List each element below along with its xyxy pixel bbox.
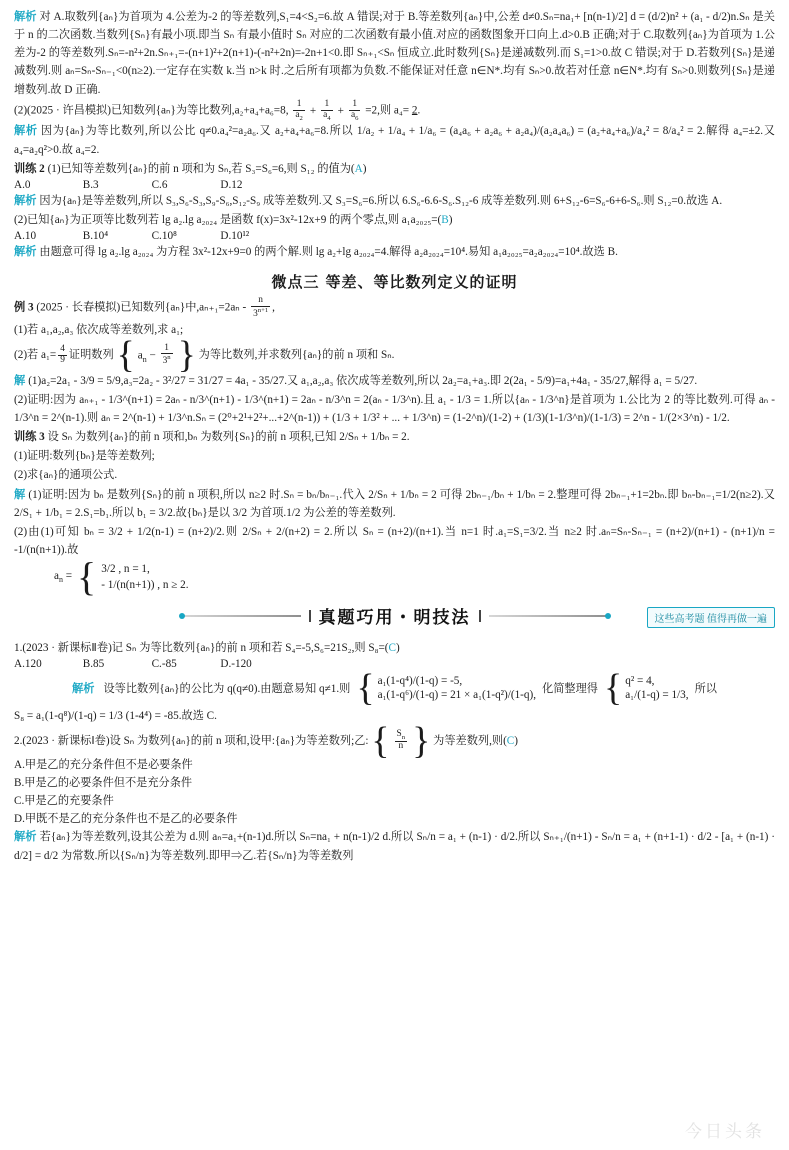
gaokao-1-answer: C <box>388 642 396 655</box>
gaokao-1-stem <box>14 639 775 657</box>
gaokao-1-tail: 所以 <box>694 683 717 696</box>
paren: ) <box>395 642 400 655</box>
example-3-q1: (1)若 a₁,a₂,a₃ 依次成等差数列,求 a₁; <box>14 324 184 337</box>
banner-title: 真题巧用・明技法 <box>318 608 471 628</box>
option-d[interactable]: D.-120 <box>220 658 252 671</box>
piecewise-row-2: - 1/(n(n+1)) , n ≥ 2. <box>101 579 189 592</box>
analysis-label-2: 解析 <box>14 125 38 138</box>
example-3-q2-pre: (2)若 a₁= <box>14 349 57 362</box>
analysis-label-3: 解析 <box>14 194 37 207</box>
example-3-fraction: $\frac{n}{3^{n+1}}$ <box>253 295 269 320</box>
training-3-solution-2 <box>14 523 775 559</box>
question-2-fraction-sum: $\frac{1}{a_2}$ + $\frac{1}{a_4}$ + $\frac{1}{a_6}$ <box>295 98 359 122</box>
training-2-q1-answer: A <box>354 162 363 175</box>
banner-bar-left <box>181 615 301 617</box>
system-2-row-2: a₁/(1-q) = 1/3, <box>625 689 689 702</box>
system-2-row-1: q² = 4, <box>625 675 655 688</box>
gaokao-2-stem <box>14 719 775 762</box>
analysis-label-4: 解析 <box>14 246 37 259</box>
gaokao-2-text-tail: 为等差数列,则( <box>433 734 507 747</box>
piecewise-row-1: 3/2 , n = 1, <box>101 563 150 576</box>
option-a[interactable]: A.10 <box>14 230 37 243</box>
analysis-text-4: 由题意可得 lg a₂.lg a₂₀₂₄ 为方程 3x²-12x+9=0 的两个解.则 lg a₂+lg a₂₀₂₄=4.解得 a₂a₂₀₂₄=10⁴.易知 a₁a₂₀₂₅=a₂a₂₀₂₄=10⁴.故选 B. <box>39 246 618 259</box>
training-2-label: 训练 2 <box>14 162 45 175</box>
gaokao-1-mid: 化简整理得 <box>542 683 598 696</box>
analysis-text-2: 因为{aₙ}为等比数列,所以公比 q≠0.a₄²=a₂a₆.又 a₂+a₄+a₆=8.所以 1/a₂ + 1/a₄ + 1/a₆ = (a₄a₆ + a₂a₆ + a₂a₄)/(a₂a₄a₆) = (a₂+a₄+a₆)/a₄² = 8/a₄² = 2.解得 a₄=±2.又 a₄=a₂q²>0.故 a₄=2. <box>14 125 775 156</box>
solution-text-2: (2)证明:因为 aₙ₊₁ - 1/3^(n+1) = 2aₙ - n/3^(n+1) - 1/3^(n+1) = 2aₙ - n/3^n = 2(aₙ - 1/3^n).且 a₁ - 1/3 = 1.所以{aₙ - 1/3^n}是首项为 1.公比为 2 的等比数列.可得 aₙ - 1/3^n = 2^(n-1).则 aₙ = 2^(n-1) + 1/3^n.Sₙ = (2⁰+2¹+2²+...+2^(n-1)) + (1/3 + 1/3² + ... + 1/3^n) = (1-2^n)/(1-2) + (1/3)(1-1/3^n)/(1-1/3) = 2^n - 1/(2×3^n) - 1/2. <box>14 393 775 424</box>
gaokao-2-option-c[interactable]: C.甲是乙的充要条件 <box>14 794 114 807</box>
analysis-paragraph-1 <box>14 8 775 99</box>
question-2-period: . <box>417 104 421 117</box>
question-2 <box>14 100 775 122</box>
watermark: 今日头条 <box>685 1122 765 1141</box>
gaokao-2-option-b[interactable]: B.甲是乙的必要条件但不是充分条件 <box>14 776 193 789</box>
training-3-text: 设 Sₙ 为数列{aₙ}的前 n 项和,bₙ 为数列{Sₙ}的前 n 项积,已知 2/Sₙ + 1/bₙ = 2. <box>47 431 410 444</box>
training-3-q2: (2)求{aₙ}的通项公式. <box>14 469 118 482</box>
training-2-analysis-1 <box>14 192 775 210</box>
training-2-question-2 <box>14 211 775 229</box>
training-3-q1: (1)证明:数列{bₙ}是等差数列; <box>14 450 155 463</box>
analysis-text: 对 A.取数列{aₙ}为首项为 4.公差为-2 的等差数列,S₁=4<S₂=6.故 A 错误;对于 B.等差数列{aₙ}中,公差 d≠0.Sₙ=na₁+ [n(n-1)/2] d = (d/2)n² + (a₁ - d/2)n.Sₙ 是关于 n 的二次函数.当数列{Sₙ}有最小项.即当 Sₙ 有最小值时 Sₙ 对应的二次函数有最小值.对应的函数图象开口向上.d>0.B 正确;对于 C.取数列{aₙ}为首项为 1.公差为-2 的等差数列.Sₙ=-n²+2n.Sₙ₊₁=-(n+1)²+2(n+1)-(-n²+2n)=-2n+1<0.即 Sₙ₊₁<Sₙ 恒成立.此时数列{Sₙ}是递减数列.而 S₁=1>0.故 C 错误;对于 D.若数列{Sₙ}是递减数列.则 aₙ=Sₙ-Sₙ₋₁<0(n≥2).一定存在实数 k.当 n>k 时.之后所有项都为负数.不能保证对任意 n∈N*.均有 Sₙ>0.故若对任意 n∈N*.均有 Sₙ>0.则数列{Sₙ}是递增数列.故 D 正确. <box>14 11 775 96</box>
paren: ) <box>514 734 518 747</box>
example-3-q2-set: { $a_n$ − $\frac{1}{3^n}$ } <box>116 334 196 377</box>
training-3-stem <box>14 428 775 446</box>
option-d[interactable]: D.10¹² <box>220 230 250 243</box>
option-c[interactable]: C.6 <box>151 178 168 191</box>
question-2-stem: (2)(2025 · 许昌模拟)已知数列{aₙ}为等比数列,a₂+a₄+a₆=8, <box>14 104 289 117</box>
analysis-text-5: 设等比数列{aₙ}的公比为 q(q≠0).由题意易知 q≠1.则 <box>103 683 351 696</box>
comma: , <box>272 301 275 314</box>
gaokao-2-analysis <box>14 828 775 864</box>
fraction-4-9: $\frac{4}{9}$ <box>60 344 65 366</box>
analysis-label: 解析 <box>14 11 37 23</box>
gaokao-1-system-1: { a₁(1-q⁴)/(1-q) = -5, a₁(1-q⁶)/(1-q) = 21 × a₁(1-q²)/(1-q), <box>356 667 537 710</box>
option-b[interactable]: B.3 <box>82 178 99 191</box>
solution-label-2: 解 <box>14 488 26 501</box>
option-c[interactable]: C.10⁸ <box>151 230 177 243</box>
section-name: 等差、等比数列定义的证明 <box>325 275 518 292</box>
option-a[interactable]: A.0 <box>14 178 31 191</box>
gaokao-1-text: 1.(2023 · 新课标Ⅱ卷)记 Sₙ 为等比数列{aₙ}的前 n 项和若 S₄=-5,S₆=21S₂,则 S₈=( <box>14 642 389 655</box>
option-b[interactable]: B.10⁴ <box>82 230 109 243</box>
training-2-q2-answer: B <box>441 214 449 227</box>
training-3-solution-1 <box>14 486 775 522</box>
example-3-solution-1 <box>14 372 775 390</box>
analysis-text-3: 因为{aₙ}是等差数列,所以 S₃,S₆-S₃,S₉-S₆,S₁₂-S₉ 成等差数列.又 S₃=S₆=6.所以 6.S₆-6.6-S₆.S₁₂-6 成等差数列.则 6+S₁₂-6=S₆-6+6-S₆.则 S₁₂=0.故选 A. <box>39 194 723 207</box>
paren: ) <box>362 162 367 175</box>
analysis-label-6: 解析 <box>14 831 37 844</box>
solution-text-3: (1)证明:因为 bₙ 是数列{Sₙ}的前 n 项积,所以 n≥2 时.Sₙ = bₙ/bₙ₋₁.代入 2/Sₙ + 1/bₙ = 2 可得 2bₙ₋₁/bₙ + 1/bₙ = 2.整理可得 2bₙ₋₁+1=2bₙ.即 bₙ-bₙ₋₁=1/2(n≥2).又 2/S₁ + 1/b₁ = 2.S₁=b₁.所以 b₁ = 3/2.故{bₙ}是以 3/2 为首项.1/2 为公差的等差数列. <box>14 488 775 519</box>
gaokao-2-answer: C <box>506 734 515 747</box>
paren: ) <box>448 214 453 227</box>
example-3-stem <box>14 296 775 320</box>
option-b[interactable]: B.85 <box>82 658 105 671</box>
example-3-solution-2 <box>14 391 775 427</box>
example-3-text: (2025 · 长春模拟)已知数列{aₙ}中,aₙ₊₁=2aₙ - <box>36 301 250 314</box>
option-d[interactable]: D.12 <box>220 178 243 191</box>
solution-text-1: (1)a₂=2a₁ - 3/9 = 5/9,a₃=2a₂ - 3²/27 = 31/27 = 4a₁ - 35/27.又 a₁,a₂,a₃ 依次成等差数列,所以 2a₂=a₁+a₃.即 2(2a₁ - 5/9)=a₁+4a₁ - 35/27,解得 a₁ = 5/27. <box>28 374 698 387</box>
system-1-row-1: a₁(1-q⁴)/(1-q) = -5, <box>377 675 463 688</box>
banner-bar-right <box>489 615 609 617</box>
system-1-row-2: a₁(1-q⁶)/(1-q) = 21 × a₁(1-q²)/(1-q), <box>377 689 537 702</box>
option-a[interactable]: A.120 <box>14 658 42 671</box>
example-3-label: 例 3 <box>14 301 34 314</box>
gaokao-2-option-a[interactable]: A.甲是乙的充分条件但不是必要条件 <box>14 759 193 772</box>
example-3-q2-post2: 为等比数列,并求数列{aₙ}的前 n 项和 Sₙ. <box>198 349 395 362</box>
question-2-blank: 2 <box>411 104 418 117</box>
training-2-options-2 <box>14 230 775 242</box>
option-c[interactable]: C.-85 <box>151 658 177 671</box>
gaokao-2-option-d[interactable]: D.甲既不是乙的充分条件也不是乙的必要条件 <box>14 812 238 825</box>
gaokao-2-text: 2.(2023 · 新课标Ⅰ卷)设 Sₙ 为数列{aₙ}的前 n 项和,设甲:{aₙ}为等差数列;乙: <box>14 734 369 747</box>
training-2-q2-text: (2)已知{aₙ}为正项等比数列若 lg a₂.lg a₂₀₂₄ 是函数 f(x)=3x²-12x+9 的两个零点,则 a₁a₂₀₂₅=( <box>14 214 442 227</box>
analysis-text-6: 若{aₙ}为等差数列,设其公差为 d.则 aₙ=a₁+(n-1)d.所以 Sₙ=na₁ + n(n-1)/2 d.所以 Sₙ/n = a₁ + (n-1) · d/2.所以 Sₙ₊₁/(n+1) - Sₙ/n = a₁ + (n+1-1) · d/2 - [a₁ + (n-1) · d/2] = d/2 为常数.所以{Sₙ/n}为等差数列.即甲⇒乙.若{Sₙ/n}为等差数列 <box>14 831 775 862</box>
training-2-q1-text: (1)已知等差数列{aₙ}的前 n 项和为 Sₙ,若 S₃=S₆=6,则 S₁₂ 的值为( <box>47 162 355 175</box>
training-2-analysis-2 <box>14 243 775 261</box>
gaokao-1-analysis <box>14 667 775 710</box>
gaokao-1-system-2: { q² = 4, a₁/(1-q) = 1/3, <box>603 667 689 710</box>
section-number: 微点三 <box>271 275 320 292</box>
section-title <box>14 271 775 292</box>
solution-text-4: (2)由(1)可知 bₙ = 3/2 + 1/2(n-1) = (n+2)/2.则 2/Sₙ + 2/(n+2) = 2.所以 Sₙ = (n+2)/(n+1).当 n=1 时.a₁=S₁=3/2.当 n≥2 时.aₙ=Sₙ-Sₙ₋₁ = (n+2)/(n+1) - (n+1)/n = -1/(n(n+1)).故 <box>14 525 775 556</box>
gaokao-2-set: { $\frac{S_n}{n}$ } <box>371 719 431 762</box>
training-3-piecewise: $a_n$ = { 3/2 , n = 1, - 1/(n(n+1)) , n ≥ 2. <box>54 554 189 600</box>
analysis-paragraph-2 <box>14 122 775 158</box>
section-banner <box>14 603 775 633</box>
gaokao-1-options <box>14 658 775 670</box>
training-3-label: 训练 3 <box>14 431 45 444</box>
gaokao-1-analysis-last: S₈ = a₁(1-q⁸)/(1-q) = 1/3 (1-4⁴) = -85.故选 C. <box>14 709 217 722</box>
banner-tick-left <box>309 610 311 622</box>
training-2-question-1 <box>14 160 775 178</box>
question-2-stem-mid: =2,则 a₄= <box>365 104 410 117</box>
solution-label: 解 <box>14 374 26 387</box>
banner-tick-right <box>479 610 481 622</box>
training-2-options-1 <box>14 179 775 191</box>
analysis-label-5: 解析 <box>72 683 95 696</box>
example-3-q2-post: 证明数列 <box>68 349 114 362</box>
banner-note: 这些高考题 值得再做一遍 <box>647 607 776 628</box>
example-3-q2 <box>14 334 775 377</box>
